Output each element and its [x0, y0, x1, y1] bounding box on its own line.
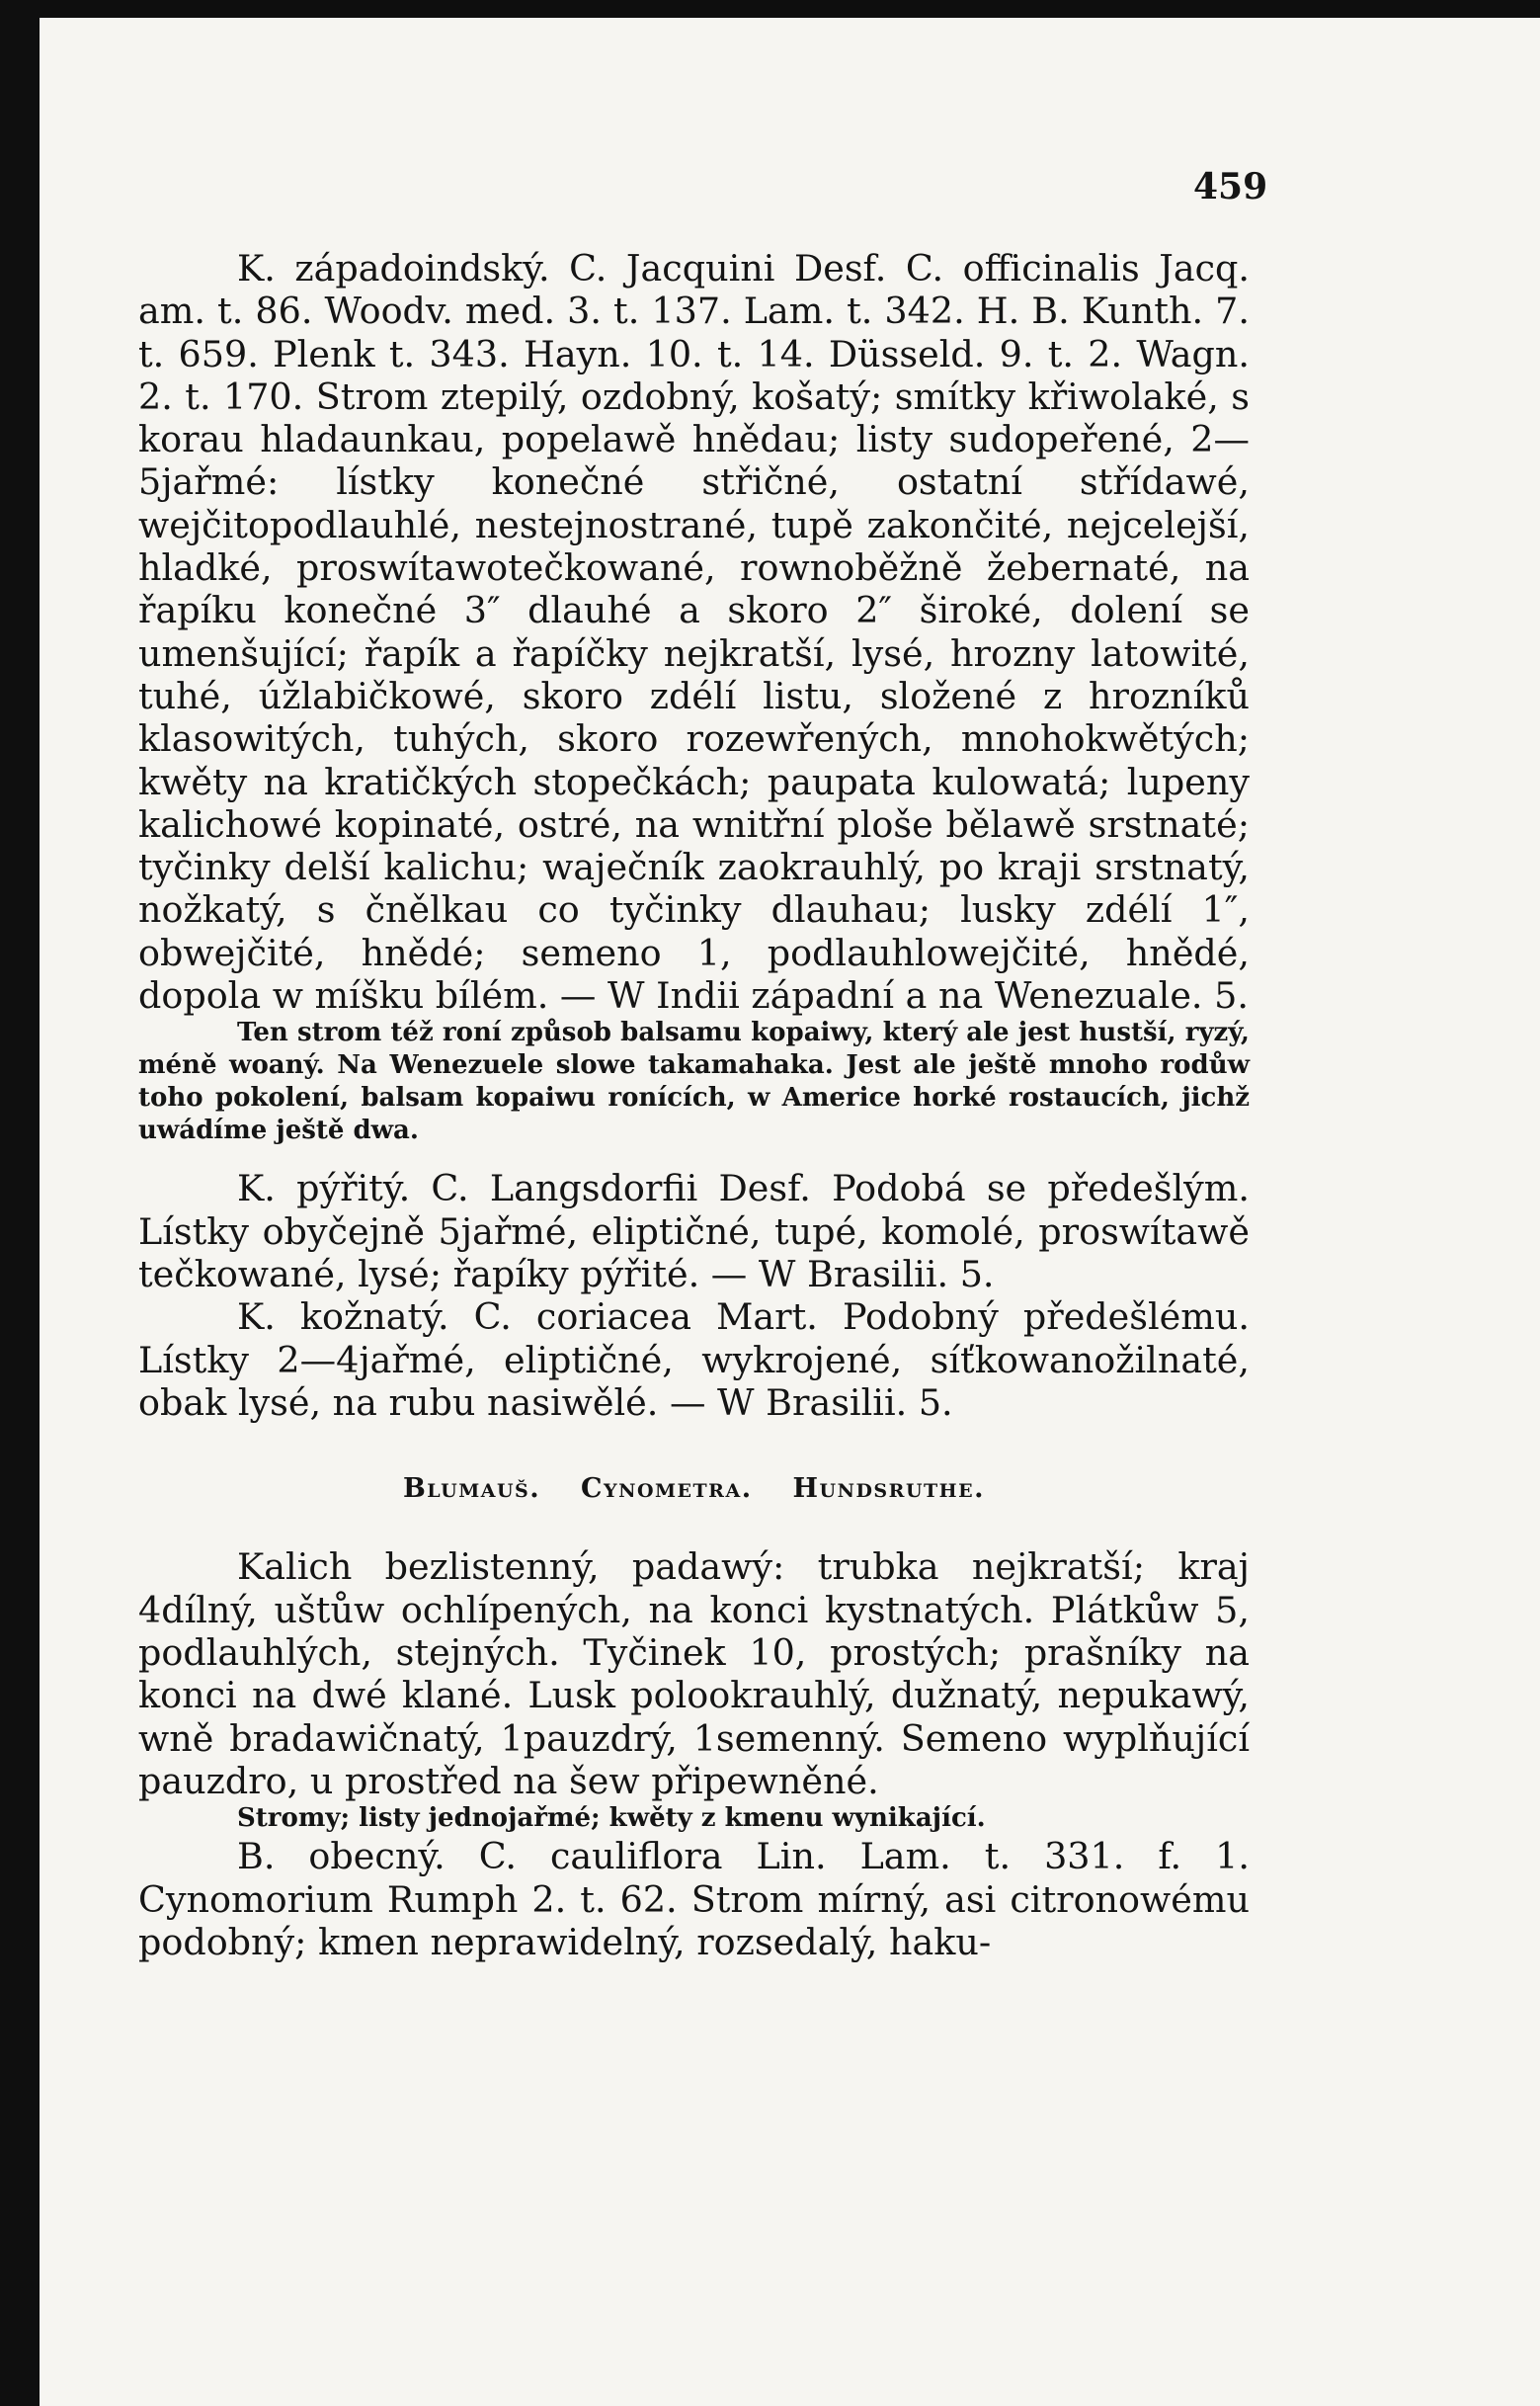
book-page — [40, 18, 1540, 2406]
paragraph-genus-description: Kalich bezlistenný, padawý: trubka nejkratší; kraj 4dílný, uštůw ochlípených, na konci kystnatých. Plátkůw 5, podlauhlých, stejných. Tyčinek 10, prostých; prašníky na konci na dwé klané. Lusk polookrauhlý, dužnatý, nepukawý, wně bradawičnatý, 1pauzdrý, 1semenný. Semeno wyplňující pauzdro, u prostřed na šew připewněné. — [138, 1545, 1250, 1802]
scan-top-edge — [0, 0, 1540, 18]
text-block — [138, 247, 1250, 1963]
note-habit: Stromy; listy jednojařmé; kwěty z kmenu wynikající. — [237, 1803, 986, 1834]
scan-left-edge — [0, 0, 40, 2406]
note-balsam: Ten strom též roní způsob balsamu kopaiwy, který ale jest hustší, ryzý, méně woaný. Na Wenezuele slowe takamahaka. Jest ale ještě mnoho rodůw toho pokolení, balsam kopaiwu ronících, w Americe horké rostaucích, jichž uwádíme ještě dwa. — [138, 1018, 1250, 1146]
paragraph-cynometra-cauliflora: B. obecný. C. cauliflora Lin. Lam. t. 331. f. 1. Cynomorium Rumph 2. t. 62. Strom mírný, asi citronowému podobný; kmen neprawidelný, rozsedalý, haku- — [138, 1835, 1250, 1963]
page-number: 459 — [1193, 166, 1268, 207]
paragraph-copaifera-jacquini: K. západoindský. C. Jacquini Desf. C. officinalis Jacq. am. t. 86. Woodv. med. 3. t. 137. Lam. t. 342. H. B. Kunth. 7. t. 659. Plenk t. 343. Hayn. 10. t. 14. Düsseld. 9. t. 2. Wagn. 2. t. 170. Strom ztepilý, ozdobný, košatý; smítky křiwolaké, s korau hladaunkau, popelawě hnědau; listy sudopeřené, 2—5jařmé: lístky konečné střičné, ostatní střídawé, wejčitopodlauhlé, nestejnostrané, tupě zakončité, nejcelejší, hladké, proswítawotečkowané, rownoběžně žebernaté, na řapíku konečné 3″ dlauhé a skoro 2″ široké, dolení se umenšující; řapík a řapíčky nejkratší, lysé, hrozny latowité, tuhé, úžlabičkowé, skoro zdélí listu, složené z hrozníků klasowitých, tuhých, skoro rozewřených, mnohokwětých; kwěty na kratičkých stopečkách; paupata kulowatá; lupeny kalichowé kopinaté, ostré, na wnitřní ploše bělawě srstnaté; tyčinky delší kalichu; waječník zaokrauhlý, po kraji srstnatý, nožkatý, s čnělkau co tyčinky dlauhau; lusky zdélí 1″, obwejčité, hnědé; semeno 1, podlauhlowejčité, hnědé, dopola w míšku bílém. — W Indii západní a na Wenezuale. 5. — [138, 247, 1250, 1018]
paragraph-copaifera-langsdorfii: K. pýřitý. C. Langsdorfii Desf. Podobá se předešlým. Lístky obyčejně 5jařmé, eliptičné, tupé, komolé, proswítawě tečkowané, lysé; řapíky pýřité. — W Brasilii. 5. — [138, 1167, 1250, 1295]
genus-heading: Blumauš. Cynometra. Hundsruthe. — [402, 1473, 985, 1505]
paragraph-copaifera-coriacea: K. kožnatý. C. coriacea Mart. Podobný předešlému. Lístky 2—4jařmé, eliptičné, wykrojené, síťkowanožilnaté, obak lysé, na rubu nasiwělé. — W Brasilii. 5. — [138, 1295, 1250, 1424]
